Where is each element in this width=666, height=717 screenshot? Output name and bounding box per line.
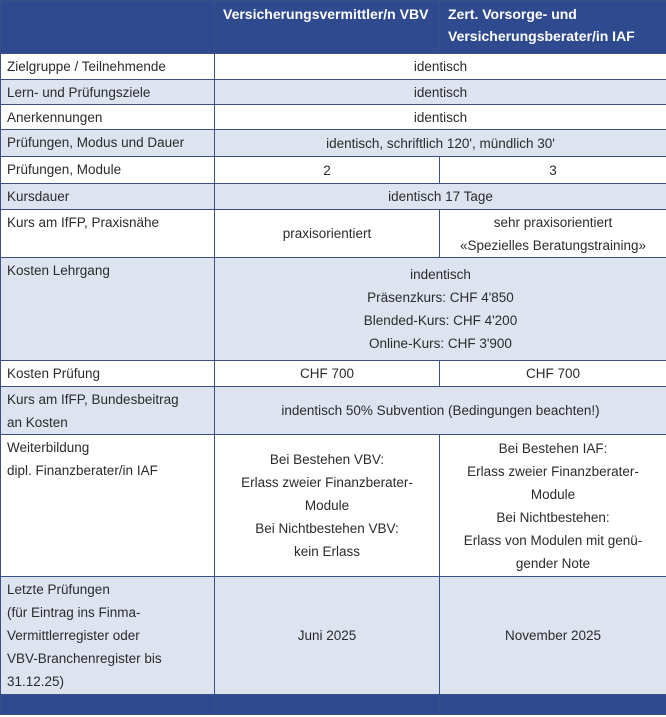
label-line: 31.12.25) [7,674,65,689]
row-label: Kosten Prüfung [1,361,215,387]
label-line: (für Eintrag ins Finma- [7,605,141,620]
label-line: Vermittlerregister oder [7,628,140,643]
label-line: an Kosten [7,415,68,430]
header-blank-cell [1,1,215,54]
table-row [1,130,666,157]
table-row [1,361,666,387]
row-value [215,258,666,361]
label-line: VBV-Branchenregister bis [7,651,162,666]
value-line: «Spezielles Beratungstraining» [459,237,647,253]
value-line: Blended-Kurs: CHF 4'200 [363,313,518,328]
table-row [1,80,666,105]
row-label: Kurs am IfFP, Praxisnähe [1,210,215,258]
value-line: Erlass zweier Finanzberater- [241,475,413,490]
table-row [1,210,666,258]
row-value-vbv [215,435,440,577]
header-row [1,1,666,54]
row-label: Prüfungen, Modus und Dauer [1,130,215,157]
value-line: Bei Nichtbestehen: [496,509,610,525]
row-label: Zielgruppe / Teilnehmende [1,54,215,80]
row-value-iaf [440,435,666,577]
value-line: Module [530,486,576,502]
footer-cell [440,695,666,715]
row-value-iaf: CHF 700 [440,361,666,387]
row-value: identisch, schriftlich 120', mündlich 30' [215,130,666,157]
row-label [1,387,215,435]
value-line: Präsenzkurs: CHF 4'850 [367,290,514,305]
footer-row [1,695,666,715]
table-row [1,54,666,80]
value-line: gender Note [515,555,591,571]
row-value-iaf: November 2025 [440,577,666,695]
table-row [1,105,666,130]
header-iaf: Zert. Vorsorge- und Versicherungsberater/in IAF [440,1,666,54]
value-line: Erlass zweier Finanzberater- [467,463,639,479]
row-value: indentisch 50% Subvention (Bedingungen beachten!) [215,387,666,435]
row-label: Kursdauer [1,184,215,210]
label-line: Kurs am IfFP, Bundesbeitrag [7,392,179,407]
table-row [1,184,666,210]
value-line: Bei Nichtbestehen VBV: [255,521,399,536]
header-vbv: Versicherungsvermittler/n VBV [215,1,440,54]
label-line: dipl. Finanzberater/in IAF [7,463,158,478]
row-value-vbv: CHF 700 [215,361,440,387]
value-line: Bei Bestehen VBV: [269,452,385,467]
footer-cell [1,695,215,715]
row-value: identisch [215,54,666,80]
row-label: Prüfungen, Module [1,157,215,184]
row-label [1,435,215,577]
value-line: Bei Bestehen IAF: [498,440,608,456]
value-line: kein Erlass [293,544,361,559]
row-label: Kosten Lehrgang [1,258,215,361]
row-value-vbv: praxisorientiert [215,210,440,258]
row-value-iaf: 3 [440,157,666,184]
value-line: sehr praxisorientiert [493,214,613,230]
row-label [1,577,215,695]
table-row [1,157,666,184]
value-line: Online-Kurs: CHF 3'900 [369,336,512,351]
table-row [1,258,666,361]
table-row [1,577,666,695]
row-value: identisch [215,80,666,105]
value-line: Module [304,498,350,513]
row-label: Anerkennungen [1,105,215,130]
table-row [1,387,666,435]
row-label: Lern- und Prüfungsziele [1,80,215,105]
row-value-iaf [440,210,666,258]
value-line: indentisch [410,267,471,282]
row-value-vbv: Juni 2025 [215,577,440,695]
table-row [1,435,666,577]
value-line: Erlass von Modulen mit genü- [463,532,643,548]
label-line: Letzte Prüfungen [7,582,110,597]
label-line: Weiterbildung [7,440,90,455]
footer-cell [215,695,440,715]
row-value-vbv: 2 [215,157,440,184]
row-value: identisch 17 Tage [215,184,666,210]
row-value: identisch [215,105,666,130]
